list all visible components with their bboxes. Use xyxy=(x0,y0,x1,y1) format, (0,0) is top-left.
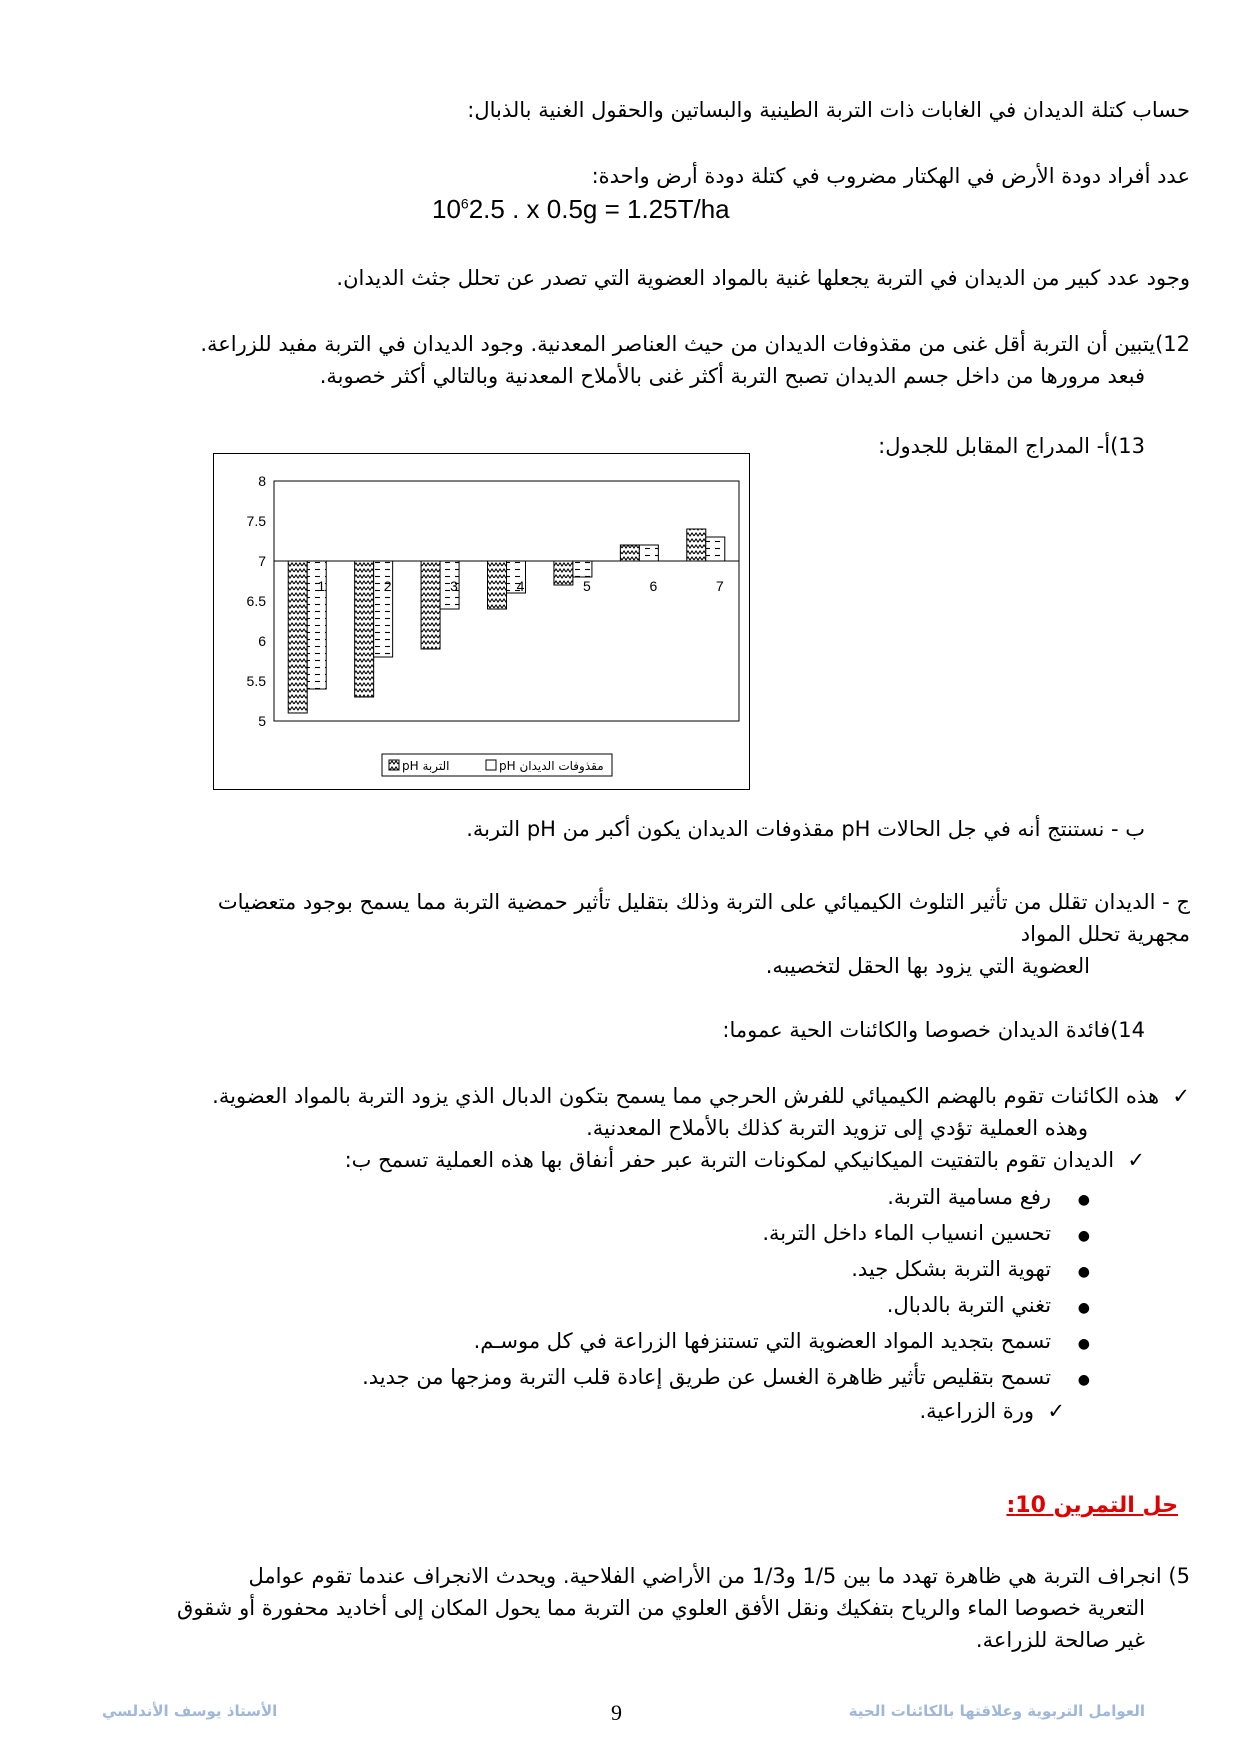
bar-soil-ph xyxy=(488,561,507,609)
x-category-label: 4 xyxy=(516,578,525,594)
bullet-text: تسمح بتجديد المواد العضوية التي تستنزفها الزراعة في كل موسـم. xyxy=(473,1329,1052,1353)
bullet-text: تسمح بتقليص تأثير ظاهرة الغسل عن طريق إعادة قلب التربة ومزجها من جديد. xyxy=(362,1365,1052,1389)
bar-soil-ph xyxy=(355,561,374,697)
bar-soil-ph xyxy=(620,545,639,561)
bullet-item-4 xyxy=(887,1291,1090,1322)
page-number: 9 xyxy=(611,1700,622,1725)
y-tick-label: 7.5 xyxy=(246,513,266,529)
check-item-2 xyxy=(345,1146,1145,1174)
check-item-text: الديدان تقوم بالتفتيت الميكانيكي لمكونات التربة عبر حفر أنفاق بها هذه العملية تسمح ب: xyxy=(344,1148,1115,1172)
y-tick-label: 6.5 xyxy=(246,593,266,609)
answer-5-line-3: غير صالحة للزراعة. xyxy=(975,1628,1145,1652)
check-icon: ✓ xyxy=(1127,1148,1145,1172)
y-tick-label: 5.5 xyxy=(246,673,266,689)
bar-castings-ph xyxy=(706,537,725,561)
line-worm-count: عدد أفراد دودة الأرض في الهكتار مضروب في كتلة دودة أرض واحدة: xyxy=(591,164,1190,188)
check-item-1-cont: وهذه العملية تؤدي إلى تزويد التربة كذلك بالأملاح المعدنية. xyxy=(586,1116,1088,1140)
answer-12-line-1: 12)يتبين أن التربة أقل غنى من مقذوفات الديدان من حيث العناصر المعدنية. وجود الديدان في التربة مفيد للزراعة. xyxy=(200,332,1190,356)
y-tick-label: 7 xyxy=(258,553,266,569)
bar-castings-ph xyxy=(573,561,592,577)
bullet-item-5 xyxy=(474,1327,1090,1358)
answer-12-line-2: فبعد مرورها من داخل جسم الديدان تصبح التربة أكثر غنى بالأملاح المعدنية وبالتالي أكثر خصوبة. xyxy=(319,364,1145,388)
bullet-text: رفع مسامية التربة. xyxy=(887,1185,1052,1209)
legend-label-castings: pH مقذوفات الديدان xyxy=(499,759,604,773)
bullet-item-1 xyxy=(887,1183,1090,1214)
exercise-10-title: حل التمرين 10: xyxy=(1006,1493,1178,1518)
y-tick-label: 8 xyxy=(258,473,266,489)
check-item-text: هذه الكائنات تقوم بالهضم الكيميائي للفرش الحرجي مما يسمح بتكون الدبال الذي يزود التربة بالمواد العضوية. xyxy=(212,1084,1160,1108)
y-tick-label: 6 xyxy=(258,633,266,649)
bar-soil-ph xyxy=(687,529,706,561)
legend-label-soil: pH التربة xyxy=(402,759,450,773)
line-biomass-calc: حساب كتلة الديدان في الغابات ذات التربة الطينية والبساتين والحقول الغنية بالذبال: xyxy=(467,98,1190,122)
line-organic-matter: وجود عدد كبير من الديدان في التربة يجعلها غنية بالمواد العضوية التي تصدر عن تحلل جثث الديدان. xyxy=(336,266,1190,290)
legend-swatch-castings xyxy=(486,760,496,770)
bullet-icon: ● xyxy=(1077,1192,1090,1208)
bullet-item-3 xyxy=(851,1255,1090,1286)
bar-castings-ph xyxy=(639,545,658,561)
bullet-icon: ● xyxy=(1077,1300,1090,1316)
check-item-1 xyxy=(212,1082,1190,1110)
x-category-label: 6 xyxy=(649,578,658,594)
x-category-label: 7 xyxy=(715,578,724,594)
x-category-label: 2 xyxy=(383,578,392,594)
answer-13a: 13)أ- المدراج المقابل للجدول: xyxy=(878,434,1145,458)
legend-swatch-soil xyxy=(389,760,399,770)
footer-lesson-title: العوامل التربوية وعلاقتها بالكائنات الحية xyxy=(848,1702,1145,1720)
check-icon: ✓ xyxy=(1172,1084,1190,1108)
bullet-item-6 xyxy=(362,1363,1090,1394)
answer-13b: ب - نستنتج أنه في جل الحالات pH مقذوفات الديدان يكون أكبر من pH التربة. xyxy=(466,817,1145,841)
ph-bar-chart xyxy=(214,454,749,789)
footer-author: الأستاذ يوسف الأندلسي xyxy=(102,1702,278,1720)
check-item-3 xyxy=(919,1397,1065,1425)
bullet-icon: ● xyxy=(1077,1264,1090,1280)
check-item-text: ورة الزراعية. xyxy=(919,1399,1035,1423)
bar-soil-ph xyxy=(288,561,307,713)
bullet-item-2 xyxy=(762,1219,1090,1250)
answer-13c-line-1: ج - الديدان تقلل من تأثير التلوث الكيميائي على التربة وذلك بتقليل تأثير حمضية التربة مما يسمح بوجود متعضيات xyxy=(217,890,1190,914)
bullet-text: تغني التربة بالدبال. xyxy=(886,1293,1052,1317)
bar-soil-ph xyxy=(554,561,573,585)
y-tick-label: 5 xyxy=(258,713,266,729)
bullet-text: تحسين انسياب الماء داخل التربة. xyxy=(762,1221,1052,1245)
ph-chart xyxy=(213,453,750,790)
bar-soil-ph xyxy=(421,561,440,649)
bar-castings-ph xyxy=(374,561,393,657)
x-category-label: 1 xyxy=(317,578,326,594)
answer-5-line-2: التعرية خصوصا الماء والرياح بتفكيك ونقل الأفق العلوي من التربة مما يحول المكان إلى أخاديد محفورة أو شقوق xyxy=(177,1596,1145,1620)
check-icon: ✓ xyxy=(1047,1399,1065,1423)
answer-13c-line-2: مجهرية تحلل المواد xyxy=(1020,922,1190,946)
x-category-label: 5 xyxy=(583,578,591,594)
bullet-icon: ● xyxy=(1077,1336,1090,1352)
bullet-icon: ● xyxy=(1077,1228,1090,1244)
answer-5-line-1: 5) انجراف التربة هي ظاهرة تهدد ما بين 1/5 و1/3 من الأراضي الفلاحية. ويحدث الانجراف عندما تقوم عوامل xyxy=(248,1564,1190,1588)
answer-13c-line-3: العضوية التي يزود بها الحقل لتخصيبه. xyxy=(765,954,1090,978)
answer-14-title: 14)فائدة الديدان خصوصا والكائنات الحية عموما: xyxy=(722,1018,1145,1042)
bullet-text: تهوية التربة بشكل جيد. xyxy=(851,1257,1052,1281)
equation: $10^62.5$ . x 0.5g = 1.25T/ha xyxy=(432,194,730,224)
x-category-label: 3 xyxy=(450,578,458,594)
bullet-icon: ● xyxy=(1077,1372,1090,1388)
